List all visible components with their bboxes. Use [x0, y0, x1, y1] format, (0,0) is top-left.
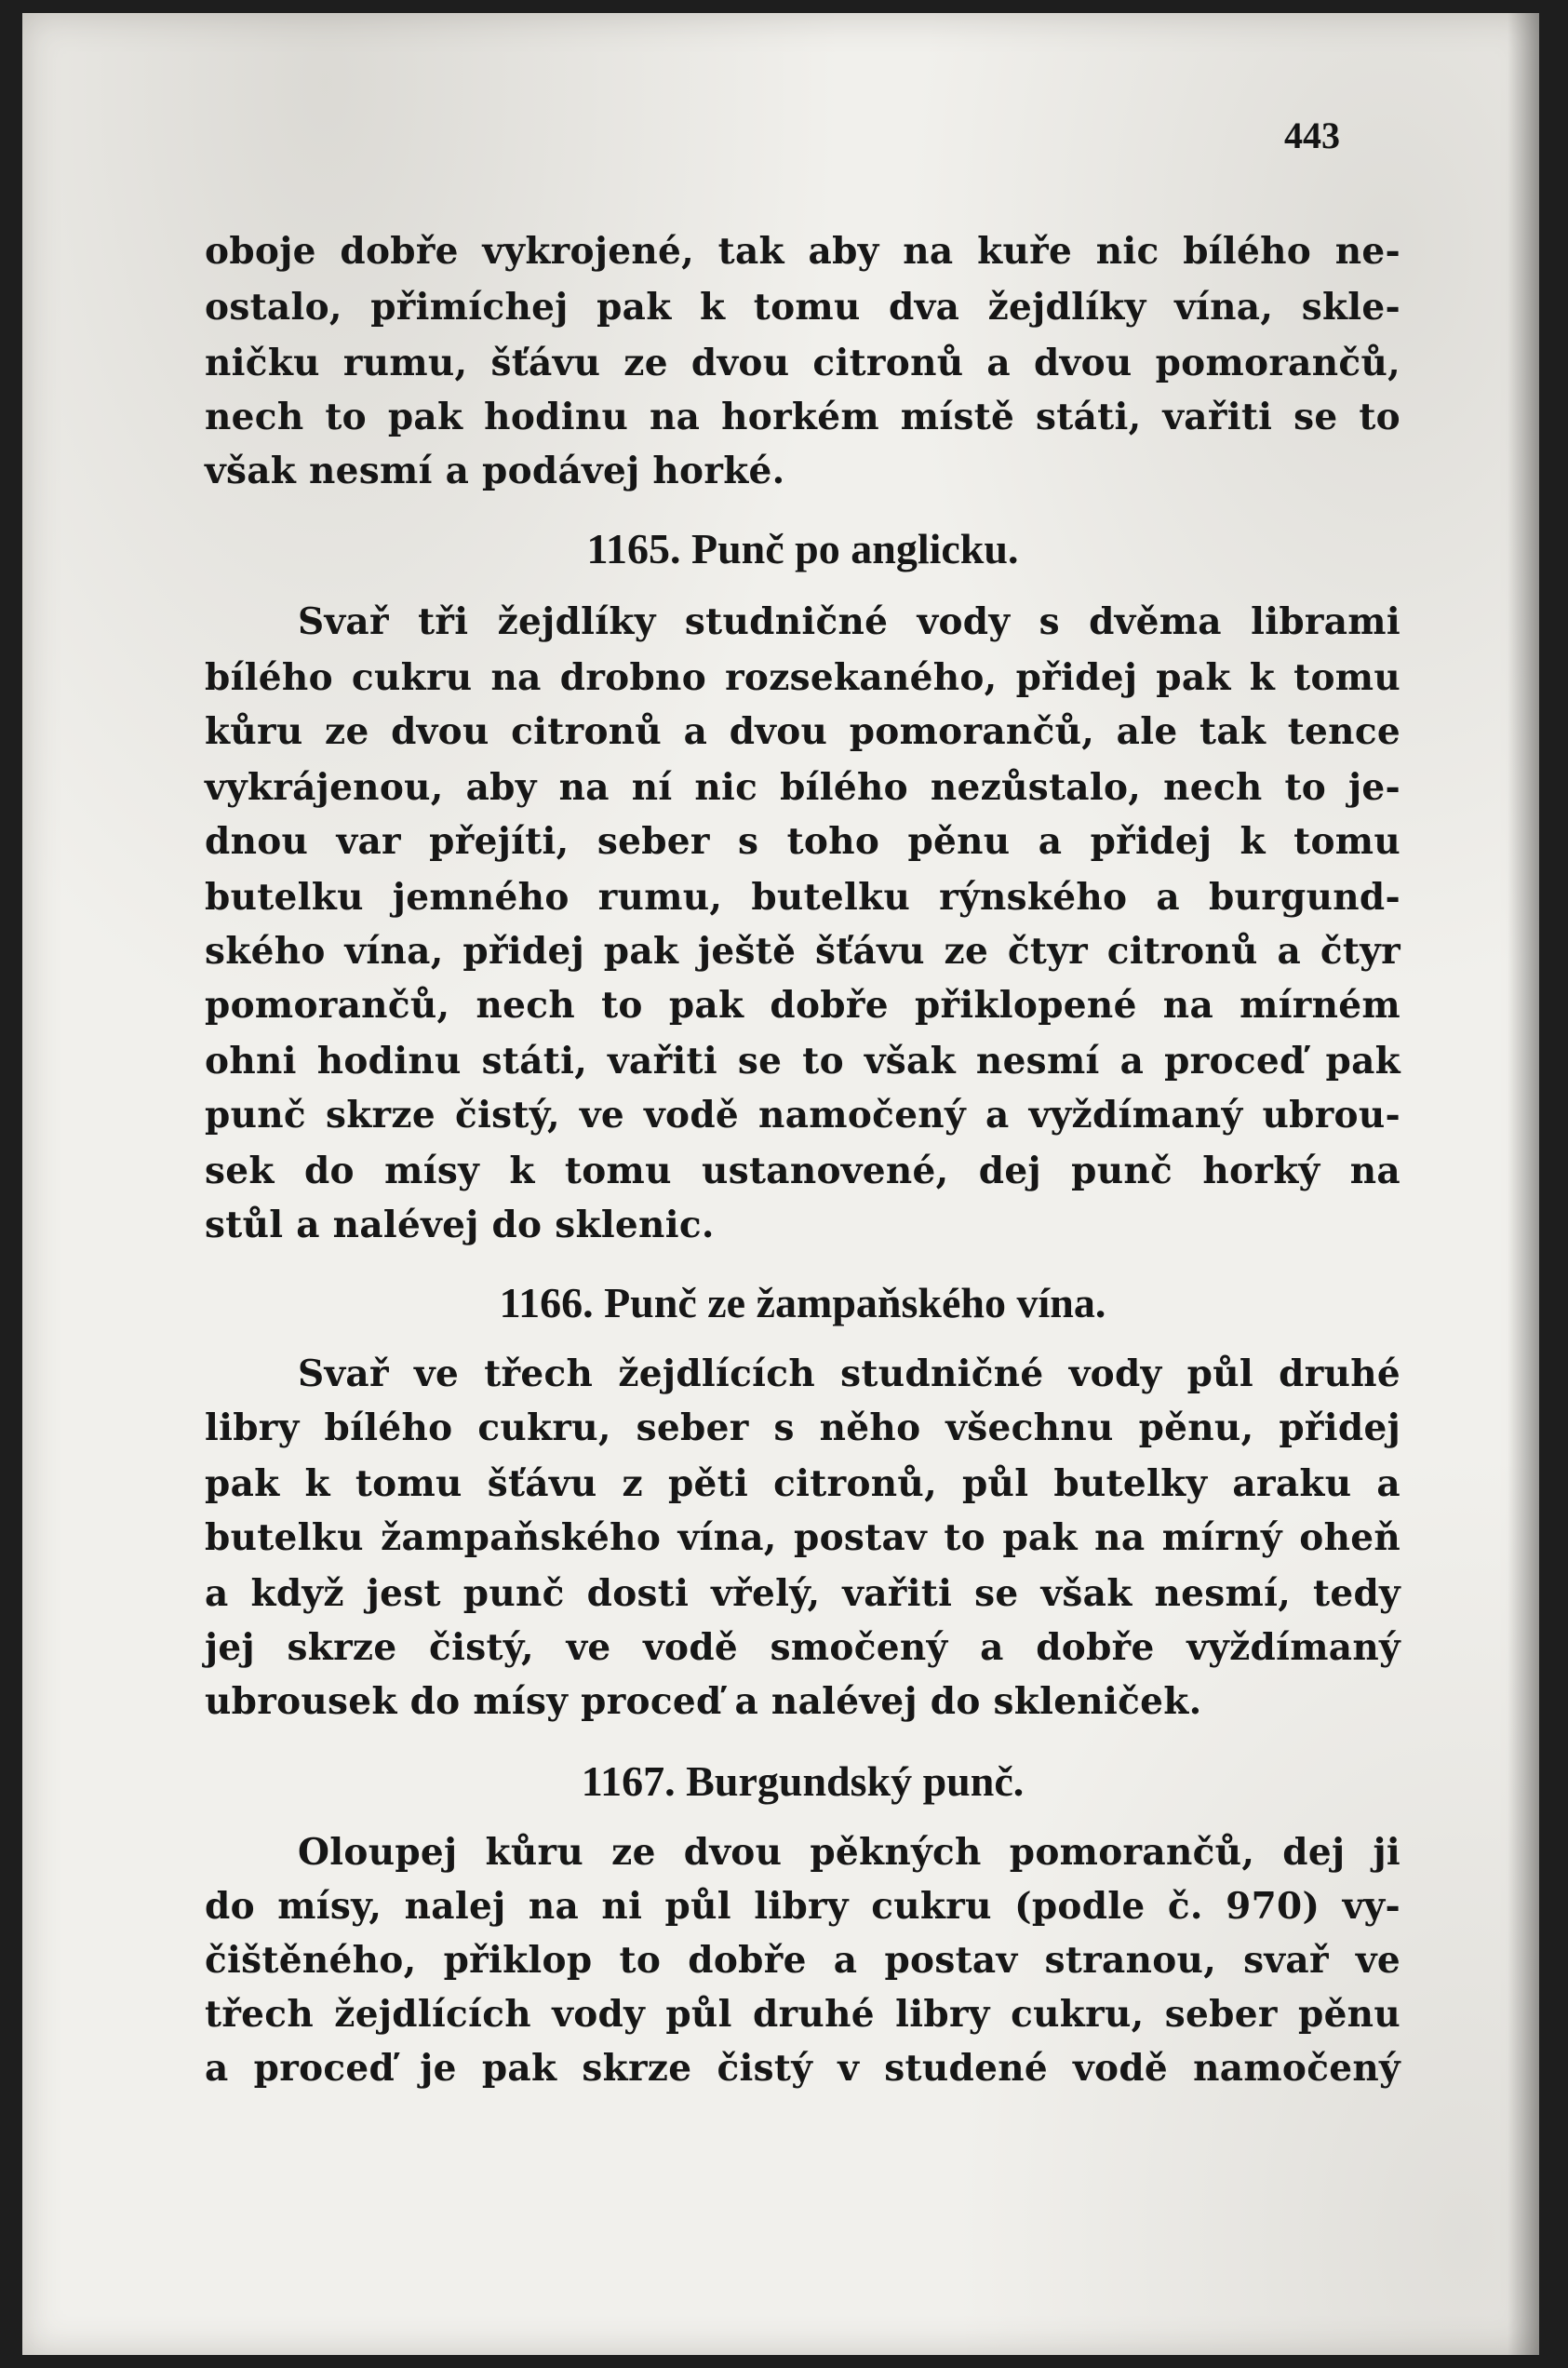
recipe-heading-1167: 1167. Burgundský punč. — [581, 1757, 1025, 1805]
recipe-line: punč skrze čistý, ve vodě namočený a vyždímaný ubrou- — [205, 1094, 1400, 1137]
recipe-heading-1165: 1165. Punč po anglicku. — [586, 525, 1019, 572]
recipe-line: kůru ze dvou citronů a dvou pomorančů, ale tak tence — [205, 710, 1400, 753]
page-number: 443 — [1284, 114, 1340, 156]
intro-line: nech to pak hodinu na horkém místě státi, vařiti se to — [205, 396, 1400, 438]
recipe-line: libry bílého cukru, seber s něho všechnu pěnu, přidej — [205, 1406, 1400, 1449]
recipe-line: a proceď je pak skrze čistý v studené vodě namočený — [205, 2047, 1400, 2090]
recipe-line: Svař ve třech žejdlících studničné vody půl druhé — [298, 1352, 1400, 1395]
recipe-line: čištěného, přiklop to dobře a postav stranou, svař ve — [205, 1939, 1400, 1982]
intro-line: oboje dobře vykrojené, tak aby na kuře nic bílého ne- — [205, 230, 1400, 273]
intro-line: ničku rumu, šťávu ze dvou citronů a dvou pomorančů, — [205, 342, 1400, 384]
recipe-line: Svař tři žejdlíky studničné vody s dvěma librami — [298, 600, 1400, 643]
recipe-line: bílého cukru na drobno rozsekaného, přidej pak k tomu — [205, 656, 1400, 699]
intro-line: však nesmí a podávej horké. — [205, 450, 785, 492]
recipe-heading-1166: 1166. Punč ze žampaňského vína. — [499, 1279, 1106, 1326]
recipe-line: pak k tomu šťávu z pěti citronů, půl butelky araku a — [205, 1462, 1400, 1505]
recipe-line: butelku jemného rumu, butelku rýnského a burgund- — [205, 876, 1400, 919]
recipe-line: ohni hodinu státi, vařiti se to však nesmí a proceď pak — [205, 1040, 1400, 1083]
recipe-line: a když jest punč dosti vřelý, vařiti se však nesmí, tedy — [205, 1572, 1400, 1615]
recipe-line: dnou var přejíti, seber s toho pěnu a přidej k tomu — [205, 820, 1400, 863]
recipe-line: do mísy, nalej na ni půl libry cukru (podle č. 970) vy- — [205, 1885, 1400, 1928]
recipe-line: pomorančů, nech to pak dobře přiklopené na mírném — [205, 984, 1400, 1027]
recipe-line: sek do mísy k tomu ustanovené, dej punč horký na — [205, 1150, 1400, 1192]
recipe-line: ubrousek do mísy proceď a nalévej do skleniček. — [205, 1680, 1202, 1723]
recipe-line: stůl a nalévej do sklenic. — [205, 1204, 715, 1246]
recipe-line: Oloupej kůru ze dvou pěkných pomorančů, dej ji — [298, 1831, 1400, 1874]
recipe-line: ského vína, přidej pak ještě šťávu ze čtyr citronů a čtyr — [205, 930, 1400, 973]
recipe-line: vykrájenou, aby na ní nic bílého nezůstalo, nech to je- — [205, 766, 1400, 809]
page-edge-shadow — [1508, 13, 1539, 2355]
recipe-line: jej skrze čistý, ve vodě smočený a dobře vyždímaný — [205, 1626, 1400, 1669]
intro-line: ostalo, přimíchej pak k tomu dva žejdlíky vína, skle- — [205, 286, 1400, 329]
recipe-line: třech žejdlících vody půl druhé libry cukru, seber pěnu — [205, 1993, 1400, 2036]
recipe-line: butelku žampaňského vína, postav to pak na mírný oheň — [205, 1516, 1400, 1559]
